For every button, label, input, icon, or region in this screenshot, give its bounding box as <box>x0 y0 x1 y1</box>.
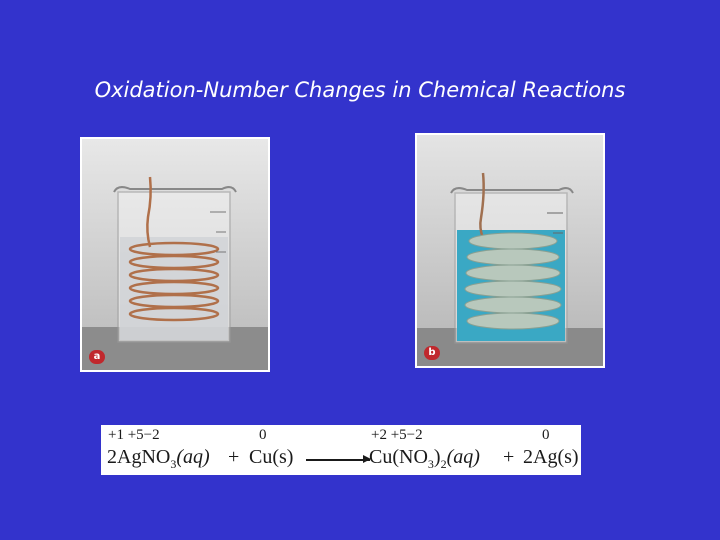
photo-label-a: a <box>89 350 105 364</box>
ox-number-ag: 0 <box>542 427 550 443</box>
beaker-photo-b <box>415 133 605 368</box>
ox-number-cu: 0 <box>259 427 267 443</box>
beaker-blue-solution-image <box>415 133 605 368</box>
beaker-clear-solution-image <box>80 137 270 372</box>
product-silver: 2Ag(s) <box>523 446 579 468</box>
ox-number-cuno3: +2 +5−2 <box>371 427 423 443</box>
ox-number-agno3: +1 +5−2 <box>108 427 160 443</box>
slide-title: Oxidation-Number Changes in Chemical Reactions <box>94 78 626 102</box>
reactant-silver-nitrate: 2AgNO$_3$(aq) <box>107 446 210 471</box>
beaker-photo-a <box>80 137 270 372</box>
reactant-copper: Cu(s) <box>249 446 294 468</box>
plus-sign: + <box>503 446 515 468</box>
reaction-arrow <box>306 459 370 461</box>
plus-sign: + <box>228 446 240 468</box>
photo-label-b: b <box>424 346 440 360</box>
redox-equation <box>101 425 581 475</box>
product-copper-nitrate: $Cu(NO_3)_2(aq)$ <box>369 446 480 471</box>
